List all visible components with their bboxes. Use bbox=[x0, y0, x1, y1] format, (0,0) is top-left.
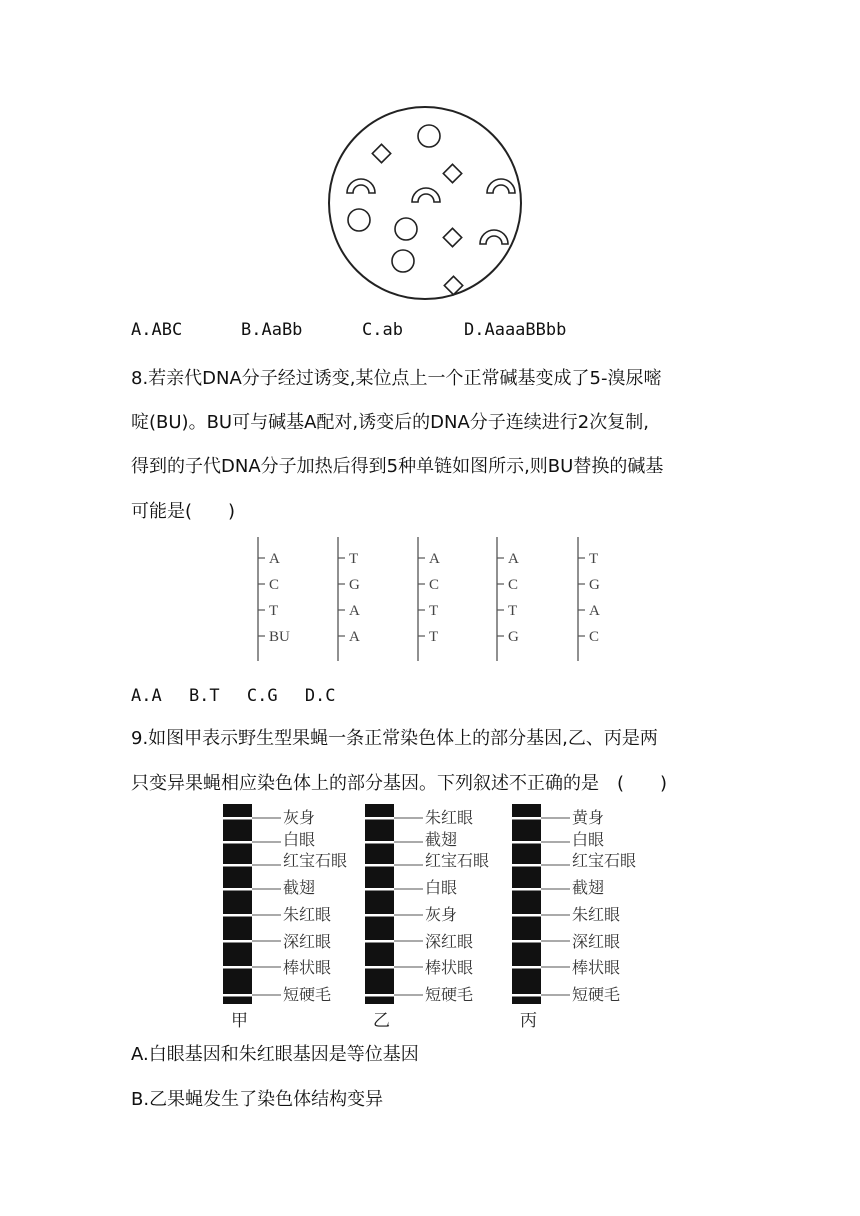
gene-label: 白眼 bbox=[572, 830, 605, 849]
gene-label: 朱红眼 bbox=[425, 808, 474, 827]
strand-base: C bbox=[269, 577, 280, 593]
chromosome-diamond bbox=[372, 144, 390, 162]
dna-strand bbox=[258, 537, 290, 661]
dna-strand bbox=[338, 537, 360, 661]
dna-strand bbox=[578, 537, 600, 661]
gene-label: 截翅 bbox=[283, 878, 316, 897]
gene-label: 深红眼 bbox=[572, 932, 621, 951]
q8-line-1: 8.若亲代DNA分子经过诱变,某位点上一个正常碱基变成了5-溴尿嘧 bbox=[131, 368, 662, 389]
chromosome-name: 丙 bbox=[520, 1011, 537, 1031]
gene-label: 深红眼 bbox=[425, 932, 474, 951]
chromosome-arc bbox=[480, 230, 508, 244]
strand-base: A bbox=[429, 551, 440, 567]
strand-base: A bbox=[269, 551, 280, 567]
chromosome-arc bbox=[412, 188, 440, 202]
gene-label: 红宝石眼 bbox=[283, 851, 348, 870]
gene-label: 红宝石眼 bbox=[425, 851, 490, 870]
chromosome-name: 乙 bbox=[373, 1011, 390, 1031]
strand-base: A bbox=[508, 551, 519, 567]
q7-option-d: D.AaaaBBbb bbox=[464, 320, 567, 340]
strand-base: C bbox=[589, 629, 600, 645]
q9-line-2: 只变异果蝇相应染色体上的部分基因。下列叙述不正确的是 ( ) bbox=[131, 773, 668, 794]
chromosome-name: 甲 bbox=[231, 1011, 248, 1031]
q8-options: A.A B.T C.G D.C bbox=[131, 686, 336, 706]
gene-label: 棒状眼 bbox=[572, 958, 621, 977]
chromosome-3 bbox=[512, 804, 636, 1031]
gene-label: 灰身 bbox=[283, 808, 316, 827]
gene-label: 灰身 bbox=[425, 905, 458, 924]
dna-strand bbox=[497, 537, 519, 661]
chromosome-circle bbox=[418, 125, 440, 147]
strand-base: C bbox=[508, 577, 519, 593]
chromosome-circle bbox=[348, 209, 370, 231]
gene-label: 朱红眼 bbox=[283, 905, 332, 924]
strand-base: A bbox=[349, 629, 360, 645]
chromosome-circle bbox=[392, 250, 414, 272]
strand-base: G bbox=[589, 577, 600, 593]
strand-base: T bbox=[589, 551, 599, 567]
q9-option-b: B.乙果蝇发生了染色体结构变异 bbox=[131, 1089, 384, 1110]
strand-base: A bbox=[589, 603, 600, 619]
chromosome-arc bbox=[347, 179, 375, 193]
q8-line-2: 啶(BU)。BU可与碱基A配对,诱变后的DNA分子连续进行2次复制, bbox=[131, 412, 649, 433]
gene-label: 短硬毛 bbox=[425, 985, 474, 1004]
strand-base: A bbox=[349, 603, 360, 619]
dna-strands-figure bbox=[250, 535, 620, 665]
strand-base: G bbox=[349, 577, 360, 593]
gene-label: 短硬毛 bbox=[572, 985, 621, 1004]
gene-label: 深红眼 bbox=[283, 932, 332, 951]
gene-label: 截翅 bbox=[425, 830, 458, 849]
q7-option-c: C.ab bbox=[362, 320, 403, 340]
strand-base: T bbox=[508, 603, 518, 619]
q7-option-b: B.AaBb bbox=[241, 320, 303, 340]
strand-base: G bbox=[508, 629, 519, 645]
gene-label: 白眼 bbox=[425, 878, 458, 897]
chromosome-diamond bbox=[443, 164, 461, 182]
cell-outline bbox=[329, 107, 521, 299]
cell-diagram bbox=[325, 100, 525, 310]
gene-label: 棒状眼 bbox=[283, 958, 332, 977]
gene-label: 棒状眼 bbox=[425, 958, 474, 977]
dna-strand bbox=[418, 537, 440, 661]
chromosome-1 bbox=[223, 804, 347, 1031]
gene-label: 朱红眼 bbox=[572, 905, 621, 924]
strand-base: T bbox=[269, 603, 279, 619]
strand-base: T bbox=[429, 629, 439, 645]
gene-label: 红宝石眼 bbox=[572, 851, 637, 870]
q8-line-3: 得到的子代DNA分子加热后得到5种单链如图所示,则BU替换的碱基 bbox=[131, 456, 664, 477]
chromosome-arc bbox=[487, 179, 515, 193]
strand-base: C bbox=[429, 577, 440, 593]
gene-label: 短硬毛 bbox=[283, 985, 332, 1004]
chromosome-diamond bbox=[443, 228, 461, 246]
q9-option-a: A.白眼基因和朱红眼基因是等位基因 bbox=[131, 1044, 419, 1065]
q9-line-1: 9.如图甲表示野生型果蝇一条正常染色体上的部分基因,乙、丙是两 bbox=[131, 728, 658, 749]
gene-label: 黄身 bbox=[572, 808, 605, 827]
strand-base: BU bbox=[269, 629, 290, 645]
chromosome-circle bbox=[395, 218, 417, 240]
strand-base: T bbox=[349, 551, 359, 567]
gene-label: 白眼 bbox=[283, 830, 316, 849]
chromosome-2 bbox=[365, 804, 489, 1031]
chromosome-figure bbox=[215, 800, 665, 1035]
q7-option-a: A.ABC bbox=[131, 320, 183, 340]
gene-label: 截翅 bbox=[572, 878, 605, 897]
strand-base: T bbox=[429, 603, 439, 619]
q8-line-4: 可能是( ) bbox=[131, 501, 236, 522]
